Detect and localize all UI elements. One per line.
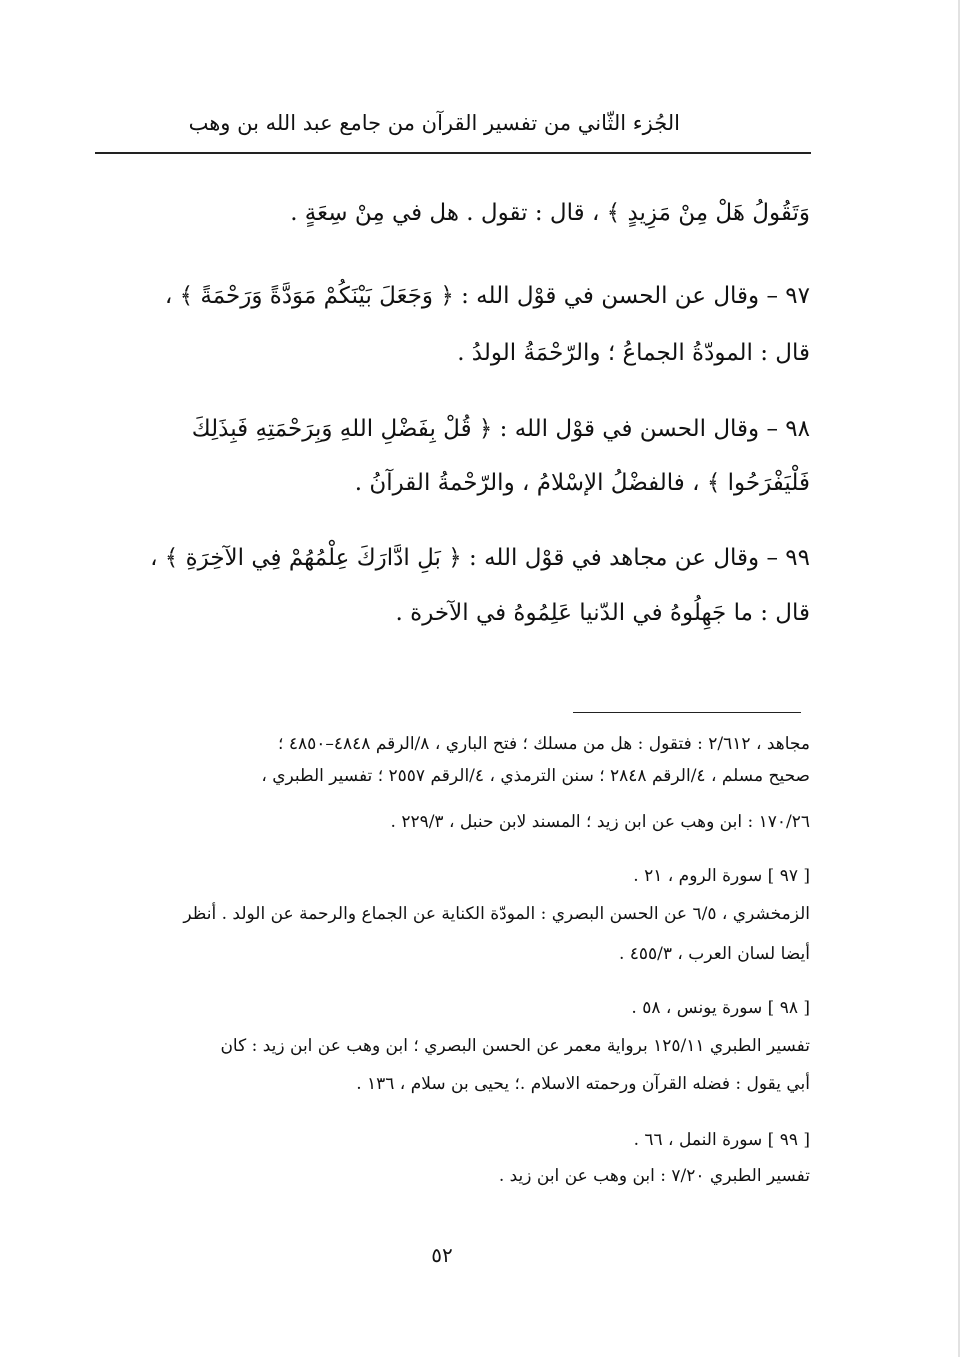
note-line: [ ٩٩ ] سورة النمل ، ٦٦ . bbox=[633, 1130, 810, 1150]
note-line: أيضا لسان العرب ، ٤٥٥/٣ . bbox=[618, 944, 810, 964]
running-head: الجُزء الثّاني من تفسير القرآن من جامع عبد الله بن وهب bbox=[188, 111, 680, 135]
text-line: وَتَقُولُ هَلْ مِنْ مَزِيدٍ ﴾ ، قال : تقول . هل في مِنْ سِعَةٍ . bbox=[290, 200, 810, 226]
note-line: تفسير الطبري ٧/٢٠ : ابن وهب عن ابن زيد . bbox=[498, 1166, 810, 1186]
text-line: ٩٩ – وقال عن مجاهد في قوْل الله : ﴿ بَلِ ادَّارَكَ عِلْمُهُمْ فِي الآخِرَةِ ﴾ ، bbox=[150, 545, 810, 571]
note-line: ١٧٠/٢٦ : ابن وهب عن ابن زيد ؛ المسند لابن حنبل ، ٢٢٩/٣ . bbox=[390, 812, 810, 832]
footnote-rule bbox=[573, 712, 801, 713]
note-line: [ ٩٧ ] سورة الروم ، ٢١ . bbox=[633, 866, 810, 886]
note-line: تفسير الطبري ١٢٥/١١ برواية معمر عن الحسن البصري ؛ ابن وهب عن ابن زيد : كان bbox=[220, 1036, 810, 1056]
note-line: الزمخشري ، ٦/٥ عن الحسن البصري : المودّة الكناية عن الجماع والرحمة عن الولد . أنظر bbox=[183, 904, 810, 924]
text-line: فَلْيَفْرَحُوا ﴾ ، فالفضْلُ الإسْلامُ ، والرّحْمةُ القرآنُ . bbox=[354, 470, 810, 496]
text-line: ٩٧ – وقال عن الحسن في قوْل الله : ﴿ وَجَعَلَ بَيْنَكُمْ مَوَدَّةً وَرَحْمَةً ﴾ ، bbox=[164, 283, 810, 309]
note-line: [ ٩٨ ] سورة يونس ، ٥٨ . bbox=[631, 998, 810, 1018]
text-line: ٩٨ – وقال الحسن في قوْل الله : ﴿ قُلْ بِفَضْلِ اللهِ وَبِرَحْمَتِهِ فَبِذَلِكَ bbox=[191, 416, 810, 442]
note-line: مجاهد ، ٢/٦١٢ : فتقول : هل من مسلك ؛ فتح الباري ، ٨/الرقم ٤٨٤٨–٤٨٥٠ ؛ bbox=[278, 734, 810, 754]
page-number: ٥٢ bbox=[431, 1243, 453, 1267]
note-line: أبي يقول : فضله القرآن ورحمته الاسلام .؛ يحيى بن سلام ، ١٣٦ . bbox=[356, 1074, 810, 1094]
header-rule bbox=[95, 152, 811, 154]
text-line: قال : المودّةُ الجماعُ ؛ والرّحْمَةُ الولدُ . bbox=[457, 340, 810, 366]
text-line: قال : ما جَهِلُوهُ في الدّنيا عَلِمُوهُ في الآخرة . bbox=[395, 600, 810, 626]
note-line: صحيح مسلم ، ٤/الرقم ٢٨٤٨ ؛ سنن الترمذي ، ٤/الرقم ٢٥٥٧ ؛ تفسير الطبري ، bbox=[261, 766, 810, 786]
scan-edge bbox=[958, 0, 960, 1357]
